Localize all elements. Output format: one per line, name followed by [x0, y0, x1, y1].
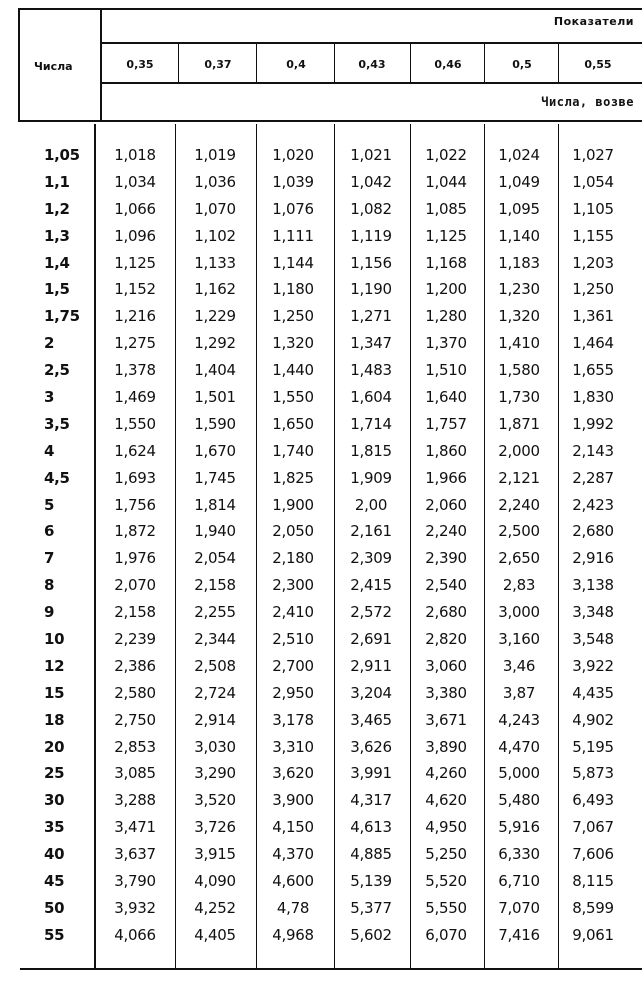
- value-cell: 5,377: [350, 898, 392, 917]
- exponent-header: 0,35: [126, 58, 154, 71]
- row-number-cell: 55: [44, 925, 65, 944]
- value-cell: 1,378: [114, 361, 156, 380]
- value-cell: 2,750: [114, 710, 156, 729]
- row-number-cell: 8: [44, 576, 55, 595]
- value-cell: 1,370: [425, 334, 467, 353]
- value-cell: 1,133: [194, 253, 236, 272]
- value-cell: 1,036: [194, 172, 236, 191]
- value-cell: 1,410: [498, 334, 540, 353]
- value-cell: 1,216: [114, 307, 156, 326]
- row-number-cell: 1,1: [44, 172, 70, 191]
- value-cell: 1,250: [272, 307, 314, 326]
- value-cell: 3,726: [194, 818, 236, 837]
- value-cell: 2,054: [194, 549, 236, 568]
- value-cell: 2,158: [114, 603, 156, 622]
- value-cell: 2,423: [572, 495, 614, 514]
- value-cell: 1,320: [272, 334, 314, 353]
- numbers-column-header: Числа: [34, 60, 73, 73]
- value-cell: 1,714: [350, 414, 392, 433]
- table-row: [0, 227, 642, 254]
- value-cell: 1,966: [425, 468, 467, 487]
- table-row: [0, 926, 642, 953]
- value-cell: 1,815: [350, 441, 392, 460]
- value-cell: 1,730: [498, 388, 540, 407]
- value-cell: 1,404: [194, 361, 236, 380]
- value-cell: 1,347: [350, 334, 392, 353]
- value-cell: 3,160: [498, 630, 540, 649]
- value-cell: 2,050: [272, 522, 314, 541]
- value-cell: 1,125: [114, 253, 156, 272]
- value-cell: 1,200: [425, 280, 467, 299]
- value-cell: 2,650: [498, 549, 540, 568]
- value-cell: 1,280: [425, 307, 467, 326]
- value-cell: 1,871: [498, 414, 540, 433]
- value-cell: 1,940: [194, 522, 236, 541]
- value-cell: 2,00: [354, 495, 388, 514]
- value-cell: 2,300: [272, 576, 314, 595]
- value-cell: 2,158: [194, 576, 236, 595]
- value-cell: 1,102: [194, 226, 236, 245]
- value-cell: 1,872: [114, 522, 156, 541]
- row-number-cell: 1,75: [44, 307, 80, 326]
- value-cell: 2,390: [425, 549, 467, 568]
- table-row: [0, 496, 642, 523]
- value-cell: 3,922: [572, 656, 614, 675]
- value-cell: 5,550: [425, 898, 467, 917]
- value-cell: 1,361: [572, 307, 614, 326]
- value-cell: 1,203: [572, 253, 614, 272]
- value-cell: 2,691: [350, 630, 392, 649]
- value-cell: 2,287: [572, 468, 614, 487]
- value-cell: 1,976: [114, 549, 156, 568]
- table-row: [0, 334, 642, 361]
- value-cell: 4,435: [572, 683, 614, 702]
- value-cell: 1,757: [425, 414, 467, 433]
- value-cell: 1,604: [350, 388, 392, 407]
- row-number-cell: 50: [44, 898, 65, 917]
- value-cell: 2,344: [194, 630, 236, 649]
- value-cell: 6,070: [425, 925, 467, 944]
- value-cell: 2,500: [498, 522, 540, 541]
- value-cell: 7,067: [572, 818, 614, 837]
- exponent-header: 0,4: [286, 58, 306, 71]
- value-cell: 1,320: [498, 307, 540, 326]
- table-row: [0, 200, 642, 227]
- value-cell: 4,066: [114, 925, 156, 944]
- row-number-cell: 15: [44, 683, 65, 702]
- value-cell: 1,992: [572, 414, 614, 433]
- value-cell: 5,480: [498, 791, 540, 810]
- value-cell: 1,162: [194, 280, 236, 299]
- value-cell: 3,085: [114, 764, 156, 783]
- table-row: [0, 576, 642, 603]
- value-cell: 9,061: [572, 925, 614, 944]
- value-cell: 1,095: [498, 199, 540, 218]
- value-cell: 2,916: [572, 549, 614, 568]
- exponents-label: Показатели: [553, 15, 634, 28]
- value-cell: 2,820: [425, 630, 467, 649]
- table-row: [0, 603, 642, 630]
- value-cell: 1,076: [272, 199, 314, 218]
- value-cell: 1,168: [425, 253, 467, 272]
- value-cell: 5,000: [498, 764, 540, 783]
- value-cell: 3,030: [194, 737, 236, 756]
- value-cell: 1,049: [498, 172, 540, 191]
- value-cell: 1,590: [194, 414, 236, 433]
- header-divider-bottom: [100, 82, 642, 84]
- value-cell: 1,180: [272, 280, 314, 299]
- value-cell: 1,144: [272, 253, 314, 272]
- exponent-header: 0,55: [584, 58, 612, 71]
- value-cell: 1,825: [272, 468, 314, 487]
- value-cell: 1,693: [114, 468, 156, 487]
- value-cell: 2,680: [572, 522, 614, 541]
- row-number-cell: 30: [44, 791, 65, 810]
- value-cell: 2,240: [425, 522, 467, 541]
- value-cell: 1,183: [498, 253, 540, 272]
- value-cell: 6,330: [498, 845, 540, 864]
- row-number-cell: 6: [44, 522, 55, 541]
- row-number-cell: 4: [44, 441, 55, 460]
- table-row: [0, 791, 642, 818]
- value-cell: 1,022: [425, 146, 467, 164]
- value-cell: 5,873: [572, 764, 614, 783]
- value-cell: 7,606: [572, 845, 614, 864]
- value-cell: 2,510: [272, 630, 314, 649]
- value-cell: 2,386: [114, 656, 156, 675]
- exponent-header: 0,5: [512, 58, 532, 71]
- value-cell: 1,650: [272, 414, 314, 433]
- value-cell: 2,239: [114, 630, 156, 649]
- value-cell: 2,700: [272, 656, 314, 675]
- value-cell: 2,161: [350, 522, 392, 541]
- table-row: [0, 764, 642, 791]
- table-row: [0, 630, 642, 657]
- value-cell: 2,180: [272, 549, 314, 568]
- value-cell: 7,070: [498, 898, 540, 917]
- value-cell: 1,510: [425, 361, 467, 380]
- value-cell: 1,034: [114, 172, 156, 191]
- value-cell: 1,624: [114, 441, 156, 460]
- row-number-cell: 12: [44, 656, 65, 675]
- table-row: [0, 845, 642, 872]
- table-row: [0, 361, 642, 388]
- table-row: [0, 388, 642, 415]
- value-cell: 1,140: [498, 226, 540, 245]
- value-cell: 1,152: [114, 280, 156, 299]
- value-cell: 5,520: [425, 872, 467, 891]
- value-cell: 3,900: [272, 791, 314, 810]
- row-number-cell: 4,5: [44, 468, 70, 487]
- value-cell: 1,250: [572, 280, 614, 299]
- value-cell: 1,464: [572, 334, 614, 353]
- value-cell: 1,019: [194, 146, 236, 164]
- value-cell: 3,790: [114, 872, 156, 891]
- row-number-cell: 2: [44, 334, 55, 353]
- value-cell: 1,483: [350, 361, 392, 380]
- value-cell: 1,096: [114, 226, 156, 245]
- value-cell: 4,090: [194, 872, 236, 891]
- value-cell: 1,550: [272, 388, 314, 407]
- value-cell: 3,178: [272, 710, 314, 729]
- table-row: [0, 738, 642, 765]
- value-cell: 4,317: [350, 791, 392, 810]
- value-cell: 4,252: [194, 898, 236, 917]
- table-row: [0, 684, 642, 711]
- value-cell: 1,292: [194, 334, 236, 353]
- value-cell: 2,508: [194, 656, 236, 675]
- value-cell: 2,255: [194, 603, 236, 622]
- value-cell: 4,950: [425, 818, 467, 837]
- value-cell: 5,139: [350, 872, 392, 891]
- row-number-cell: 3,5: [44, 414, 70, 433]
- row-number-cell: 45: [44, 872, 65, 891]
- value-cell: 3,87: [502, 683, 536, 702]
- row-number-cell: 1,2: [44, 199, 70, 218]
- value-cell: 3,46: [502, 656, 536, 675]
- value-cell: 1,740: [272, 441, 314, 460]
- value-cell: 1,111: [272, 226, 314, 245]
- table-row: [0, 442, 642, 469]
- value-cell: 6,710: [498, 872, 540, 891]
- table-row: [0, 549, 642, 576]
- table-row: [0, 872, 642, 899]
- value-cell: 1,745: [194, 468, 236, 487]
- value-cell: 3,060: [425, 656, 467, 675]
- value-cell: 1,190: [350, 280, 392, 299]
- value-cell: 2,724: [194, 683, 236, 702]
- value-cell: 8,115: [572, 872, 614, 891]
- value-cell: 1,440: [272, 361, 314, 380]
- value-cell: 1,229: [194, 307, 236, 326]
- row-number-cell: 1,3: [44, 226, 70, 245]
- value-cell: 1,155: [572, 226, 614, 245]
- value-cell: 4,613: [350, 818, 392, 837]
- value-cell: 1,756: [114, 495, 156, 514]
- header-sep-1: [178, 42, 179, 84]
- value-cell: 1,501: [194, 388, 236, 407]
- value-cell: 2,309: [350, 549, 392, 568]
- value-cell: 1,020: [272, 146, 314, 164]
- value-cell: 3,520: [194, 791, 236, 810]
- row-number-cell: 10: [44, 630, 65, 649]
- table-row: [0, 415, 642, 442]
- value-cell: 1,024: [498, 146, 540, 164]
- value-cell: 5,250: [425, 845, 467, 864]
- value-cell: 3,671: [425, 710, 467, 729]
- table-row: [0, 280, 642, 307]
- value-cell: 4,243: [498, 710, 540, 729]
- value-cell: 1,039: [272, 172, 314, 191]
- table-row: [0, 254, 642, 281]
- value-cell: 3,310: [272, 737, 314, 756]
- value-cell: 1,814: [194, 495, 236, 514]
- exponent-header: 0,46: [434, 58, 462, 71]
- value-cell: 5,916: [498, 818, 540, 837]
- value-cell: 1,271: [350, 307, 392, 326]
- value-cell: 3,890: [425, 737, 467, 756]
- value-cell: 8,599: [572, 898, 614, 917]
- value-cell: 1,900: [272, 495, 314, 514]
- value-cell: 1,640: [425, 388, 467, 407]
- value-cell: 1,070: [194, 199, 236, 218]
- value-cell: 1,580: [498, 361, 540, 380]
- value-cell: 3,932: [114, 898, 156, 917]
- value-cell: 4,600: [272, 872, 314, 891]
- row-number-cell: 1,05: [44, 146, 80, 164]
- table-row: [0, 711, 642, 738]
- value-cell: 4,150: [272, 818, 314, 837]
- value-cell: 4,78: [276, 898, 310, 917]
- value-cell: 2,680: [425, 603, 467, 622]
- value-cell: 1,018: [114, 146, 156, 164]
- value-cell: 2,853: [114, 737, 156, 756]
- value-cell: 1,469: [114, 388, 156, 407]
- header-sep-4: [410, 42, 411, 84]
- value-cell: 3,290: [194, 764, 236, 783]
- value-cell: 2,000: [498, 441, 540, 460]
- value-cell: 3,348: [572, 603, 614, 622]
- row-number-cell: 20: [44, 737, 65, 756]
- value-cell: 1,550: [114, 414, 156, 433]
- value-cell: 2,950: [272, 683, 314, 702]
- value-cell: 1,830: [572, 388, 614, 407]
- value-cell: 4,470: [498, 737, 540, 756]
- header-divider-top: [100, 42, 642, 44]
- value-cell: 2,540: [425, 576, 467, 595]
- table-row: [0, 469, 642, 496]
- value-cell: 1,085: [425, 199, 467, 218]
- value-cell: 1,066: [114, 199, 156, 218]
- row-number-cell: 25: [44, 764, 65, 783]
- table-bottom-rule: [20, 968, 642, 970]
- row-number-cell: 1,4: [44, 253, 70, 272]
- table-row: [0, 899, 642, 926]
- value-cell: 3,471: [114, 818, 156, 837]
- value-cell: 4,370: [272, 845, 314, 864]
- value-cell: 3,288: [114, 791, 156, 810]
- value-cell: 3,380: [425, 683, 467, 702]
- value-cell: 1,042: [350, 172, 392, 191]
- value-cell: 1,275: [114, 334, 156, 353]
- value-cell: 2,572: [350, 603, 392, 622]
- value-cell: 3,138: [572, 576, 614, 595]
- exponent-header: 0,43: [358, 58, 386, 71]
- value-cell: 6,493: [572, 791, 614, 810]
- value-cell: 1,105: [572, 199, 614, 218]
- value-cell: 2,060: [425, 495, 467, 514]
- row-number-cell: 18: [44, 710, 65, 729]
- table-body: [0, 146, 642, 953]
- value-cell: 1,021: [350, 146, 392, 164]
- table-top-rule: [18, 8, 642, 10]
- row-number-cell: 35: [44, 818, 65, 837]
- value-cell: 4,885: [350, 845, 392, 864]
- row-number-cell: 40: [44, 845, 65, 864]
- value-cell: 4,620: [425, 791, 467, 810]
- table-row: [0, 146, 642, 173]
- value-cell: 3,465: [350, 710, 392, 729]
- value-cell: 3,204: [350, 683, 392, 702]
- header-bottom-rule: [18, 120, 642, 122]
- row-number-cell: 2,5: [44, 361, 70, 380]
- row-number-cell: 9: [44, 603, 55, 622]
- value-cell: 1,125: [425, 226, 467, 245]
- table-row: [0, 657, 642, 684]
- value-cell: 1,909: [350, 468, 392, 487]
- header-sep-2: [256, 42, 257, 84]
- value-cell: 2,070: [114, 576, 156, 595]
- row-number-cell: 7: [44, 549, 55, 568]
- value-cell: 3,626: [350, 737, 392, 756]
- value-cell: 2,911: [350, 656, 392, 675]
- value-cell: 1,119: [350, 226, 392, 245]
- value-cell: 7,416: [498, 925, 540, 944]
- value-cell: 2,580: [114, 683, 156, 702]
- value-cell: 3,991: [350, 764, 392, 783]
- value-cell: 3,000: [498, 603, 540, 622]
- row-number-cell: 5: [44, 495, 55, 514]
- value-cell: 2,410: [272, 603, 314, 622]
- value-cell: 1,860: [425, 441, 467, 460]
- value-cell: 1,655: [572, 361, 614, 380]
- value-cell: 1,027: [572, 146, 614, 164]
- value-cell: 4,968: [272, 925, 314, 944]
- value-cell: 2,121: [498, 468, 540, 487]
- table-row: [0, 818, 642, 845]
- value-cell: 2,914: [194, 710, 236, 729]
- header-sep-6: [558, 42, 559, 84]
- value-cell: 4,405: [194, 925, 236, 944]
- value-cell: 3,548: [572, 630, 614, 649]
- header-sep-5: [484, 42, 485, 84]
- table-row: [0, 307, 642, 334]
- value-cell: 1,054: [572, 172, 614, 191]
- value-cell: 3,637: [114, 845, 156, 864]
- value-cell: 5,195: [572, 737, 614, 756]
- value-cell: 2,143: [572, 441, 614, 460]
- value-cell: 1,230: [498, 280, 540, 299]
- value-cell: 1,670: [194, 441, 236, 460]
- row-number-cell: 1,5: [44, 280, 70, 299]
- value-cell: 2,83: [502, 576, 536, 595]
- value-cell: 5,602: [350, 925, 392, 944]
- value-cell: 4,902: [572, 710, 614, 729]
- exponent-header: 0,37: [204, 58, 232, 71]
- value-cell: 1,082: [350, 199, 392, 218]
- raised-numbers-label: Числа, возве: [541, 95, 634, 109]
- value-cell: 2,415: [350, 576, 392, 595]
- value-cell: 3,620: [272, 764, 314, 783]
- value-cell: 1,044: [425, 172, 467, 191]
- value-cell: 1,156: [350, 253, 392, 272]
- header-sep-3: [334, 42, 335, 84]
- value-cell: 3,915: [194, 845, 236, 864]
- table-row: [0, 522, 642, 549]
- value-cell: 2,240: [498, 495, 540, 514]
- value-cell: 4,260: [425, 764, 467, 783]
- row-number-cell: 3: [44, 388, 55, 407]
- table-row: [0, 173, 642, 200]
